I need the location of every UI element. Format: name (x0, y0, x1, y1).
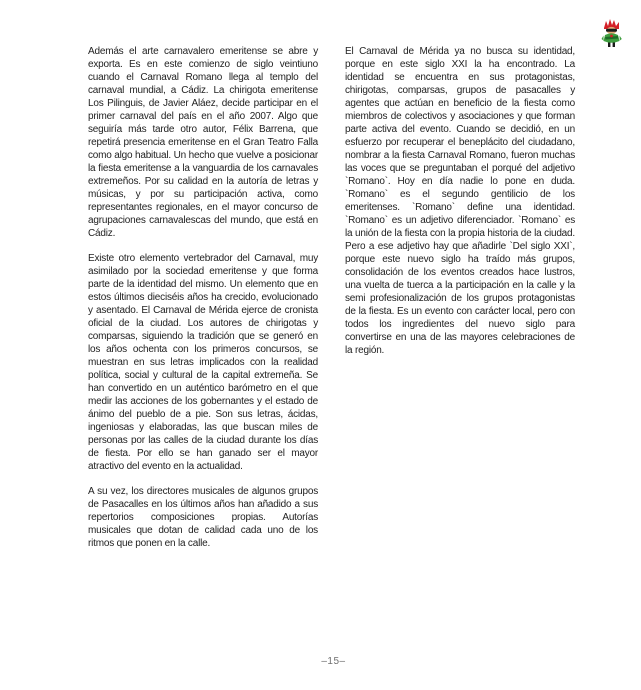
left-column (88, 45, 318, 562)
left-paragraph-2: Existe otro elemento vertebrador del Carnaval, muy asimilado por la sociedad emeritense y que forma parte de la identidad del mismo. Un elemento que en estos últimos dieciséis años ha crecido, evolucionado y asentado. El Carnaval de Mérida ejerce de cronista oficial de la ciudad. Los autores de chirigotas y comparsas, siguiendo la tradición que se generó en los años ochenta con los primeros concursos, se muestran en sus letras implicados con la realidad política, social y cultural de la capital extremeña. Se han convertido en un auténtico barómetro en el que medir las acciones de los gobernantes y el estado de ánimo del pueblo de a pie. Son sus letras, ácidas, ingeniosas y elaboradas, las que buscan miles de personas por las calles de la ciudad durante los días de fiesta. Por ello se han ganado ser el mayor atractivo del evento en la actualidad. (88, 253, 318, 472)
text-columns (88, 45, 575, 562)
page-number: –15– (321, 656, 346, 667)
carnival-mascot-icon (600, 18, 623, 48)
carnival-mascot-svg (600, 18, 623, 48)
right-column (345, 45, 575, 562)
right-paragraph-1: El Carnaval de Mérida ya no busca su identidad, porque en este siglo XXI la ha encontrado. La identidad se encuentra en sus protagonistas, chirigotas, comparsas, grupos de pasacalles y agentes que actúan en beneficio de la fiesta como miembros de colectivos y asociaciones y que forman parte activa del evento. Cuando se decidió, en un esfuerzo por recuperar el beneplácito del ciudadano, nombrar a la fiesta Carnaval Romano, fueron muchas las voces que se preguntaban el porqué del adjetivo `Romano`. Hoy en día nadie lo pone en duda. `Romano` es el segundo gentilicio de los emeritenses. `Romano` define una identidad. `Romano` es un adjetivo diferenciador. `Romano` es la unión de la fiesta con la propia historia de la ciudad. Pero a ese adjetivo hay que añadirle `Del siglo XXI`, porque este nuevo siglo ha traído más grupos, consolidación de los eventos creados hace lustros, una vuelta de tuerca a la participación en la calle y la semi profesionalización de los grupos protagonistas de la fiesta. Es un evento con carácter local, pero con todos los ingredientes del nuevo siglo para convertirse en una de las mayores celebraciones de la región. (345, 46, 575, 356)
left-paragraph-3: A su vez, los directores musicales de algunos grupos de Pasacalles en los últimos años han añadido a sus repertorios composiciones propias. Autorías musicales que dotan de calidad cada uno de los ritmos que ponen en la calle. (88, 486, 318, 549)
left-paragraph-1: Además el arte carnavalero emeritense se abre y exporta. Es en este comienzo de siglo veintiuno cuando el Carnaval Romano llega al templo del carnaval mundial, a Cádiz. La chirigota emeritense Los Pilinguis, de Javier Aláez, decide participar en el primer carnaval del país en el año 2007. Algo que seguiría más tarde otro autor, Félix Barrena, que repetirá presencia emeritense en el Gran Teatro Falla como algo habitual. Un hecho que vuelve a posicionar la fiesta emeritense a la vanguardia de los carnavales extremeños. Por su calidad en la autoría de letras y músicas, y por su participación activa, como representantes regionales, en el mayor concurso de agrupaciones carnavalescas del mundo, que está en Cádiz. (88, 46, 318, 239)
